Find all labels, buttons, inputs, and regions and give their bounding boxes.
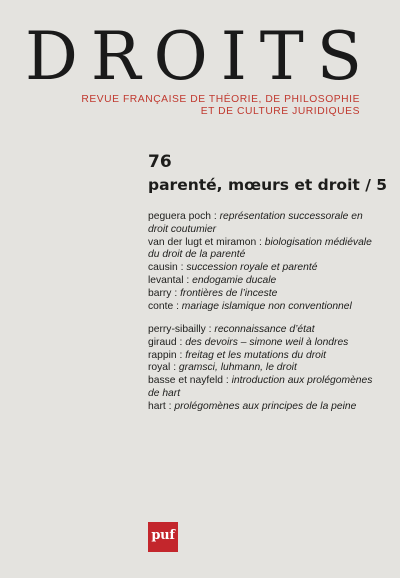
- contents-entry: [148, 288, 376, 301]
- entry-separator: :: [177, 262, 187, 274]
- entry-separator: :: [183, 274, 193, 286]
- entry-separator: :: [170, 362, 179, 374]
- contents-entry: [148, 237, 376, 263]
- entry-separator: :: [256, 236, 265, 248]
- entry-author: peguera poch: [148, 211, 211, 222]
- entry-author: levantal: [148, 274, 184, 286]
- entry-separator: :: [205, 324, 215, 335]
- journal-subtitle: [30, 94, 360, 118]
- entry-separator: :: [176, 349, 186, 361]
- contents-entry: [148, 337, 376, 350]
- entry-topic: représentation successorale en droit coutumier: [148, 211, 363, 235]
- entry-topic: prolégomènes aux principes de la peine: [174, 400, 357, 412]
- entry-topic: des devoirs – simone weil à londres: [185, 336, 349, 348]
- contents-entry: [148, 324, 376, 337]
- contents-entry: [148, 301, 376, 314]
- entry-author: barry: [148, 287, 172, 299]
- entry-separator: :: [171, 287, 181, 299]
- journal-masthead: DROITS: [24, 18, 376, 95]
- entry-author: royal: [148, 362, 171, 374]
- entry-topic: endogamie ducale: [192, 274, 277, 286]
- entry-topic: introduction aux prolégomènes de hart: [148, 375, 373, 399]
- contents-entry: [148, 350, 376, 363]
- entry-author: rappin: [148, 349, 177, 361]
- contents-entry: [148, 362, 376, 375]
- entry-topic: frontières de l’inceste: [180, 287, 278, 299]
- entry-topic: reconnaissance d’état: [214, 324, 315, 335]
- entry-topic: freitag et les mutations du droit: [185, 349, 327, 361]
- entry-topic: succession royale et parenté: [186, 262, 318, 274]
- contents-entry: [148, 262, 376, 275]
- entry-author: van der lugt et miramon: [148, 236, 257, 248]
- contents-group-1: [148, 211, 376, 313]
- entry-topic: mariage islamique non conventionnel: [181, 300, 352, 312]
- entry-separator: :: [176, 336, 186, 348]
- entry-author: conte: [148, 300, 174, 312]
- issue-title: parenté, mœurs et droit / 5: [148, 176, 388, 194]
- entry-separator: :: [173, 300, 182, 312]
- entry-author: giraud: [148, 336, 177, 348]
- contents-entry: [148, 275, 376, 288]
- entry-separator: :: [165, 400, 175, 412]
- entry-separator: :: [223, 375, 232, 387]
- subtitle-line-1: REVUE FRANÇAISE DE THÉORIE, DE PHILOSOPHIE: [81, 94, 360, 105]
- entry-author: perry-sibailly: [148, 324, 206, 335]
- entry-author: hart: [148, 400, 166, 412]
- issue-number: 76: [148, 152, 172, 172]
- entry-topic: gramsci, luhmann, le droit: [178, 362, 297, 374]
- contents-entry: [148, 401, 376, 414]
- subtitle-line-2: ET DE CULTURE JURIDIQUES: [200, 106, 360, 117]
- contents-entry: [148, 375, 376, 401]
- entry-author: basse et nayfeld: [148, 375, 223, 387]
- entry-author: causin: [148, 262, 178, 274]
- contents-group-2: [148, 324, 376, 414]
- publisher-logo: puf: [148, 522, 178, 552]
- contents-entry: [148, 211, 376, 237]
- entry-topic: biologisation médiévale du droit de la parenté: [148, 236, 372, 261]
- entry-separator: :: [210, 211, 220, 222]
